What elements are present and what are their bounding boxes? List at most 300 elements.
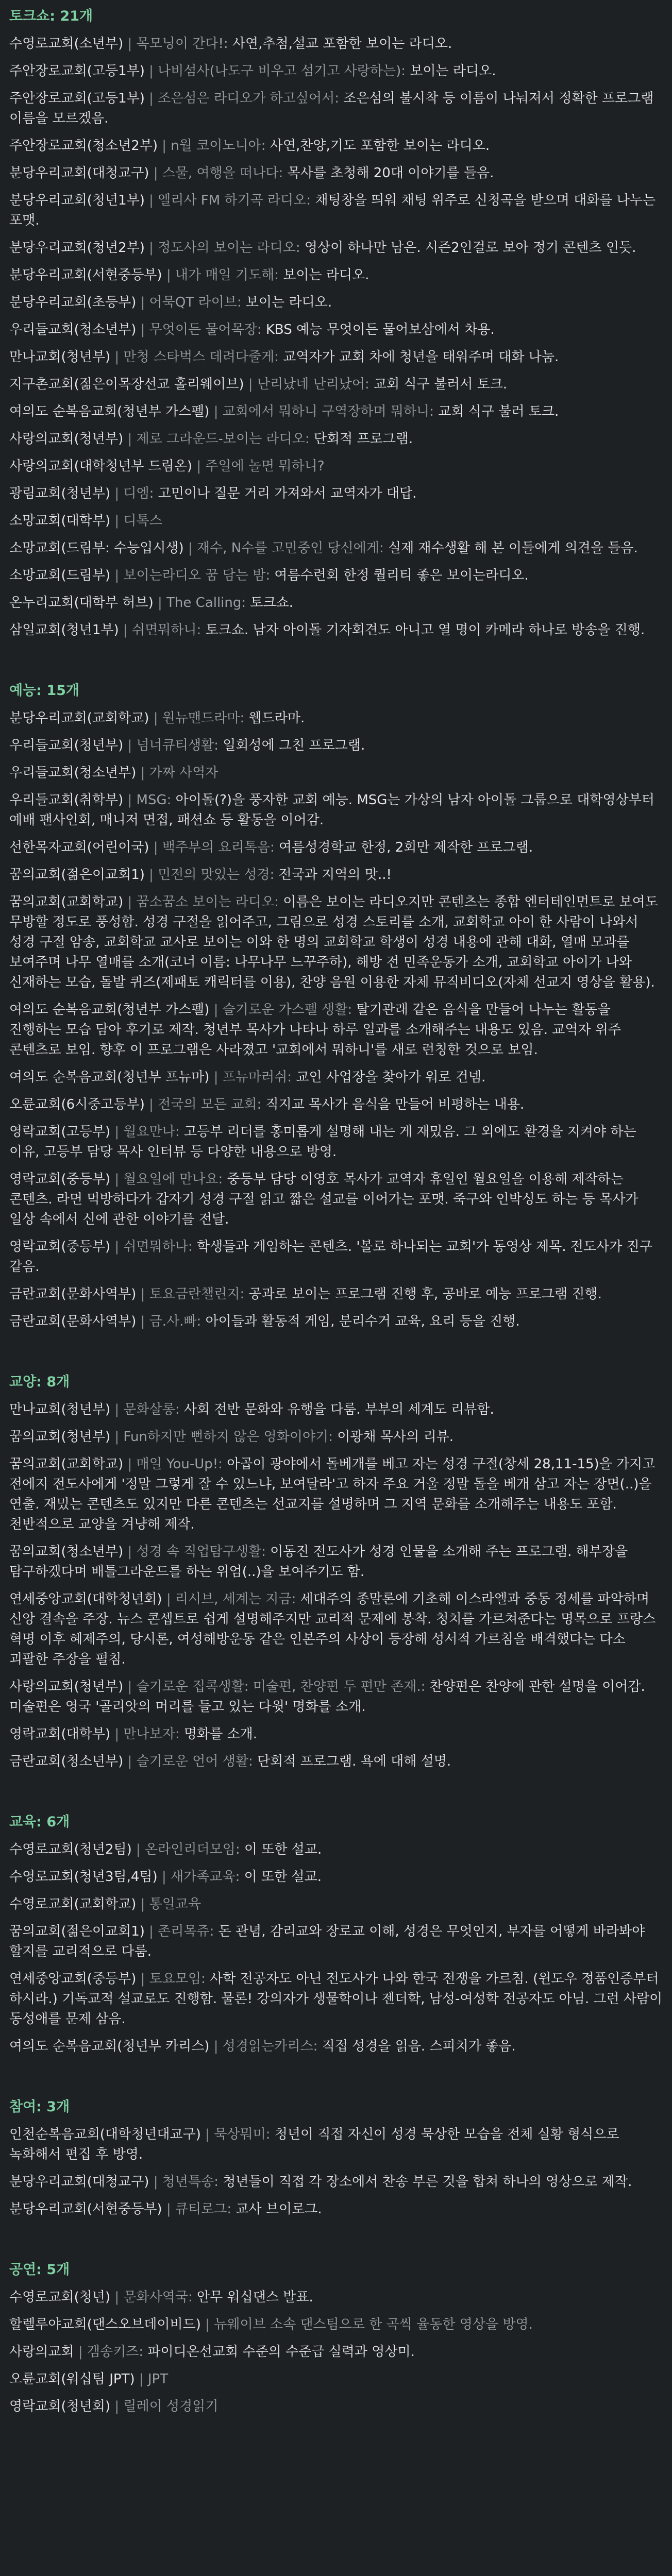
church-name: 금란교회(청소년부)	[9, 1754, 124, 1769]
program-entry	[9, 892, 663, 993]
program-description: 사연,추첨,설교 포함한 보이는 라디오.	[232, 36, 452, 52]
program-name: 가짜 사역자	[149, 765, 219, 781]
separator: |	[110, 568, 124, 583]
church-name: 여의도 순복음교회(청년부 프뉴마)	[9, 1070, 210, 1085]
separator: |	[144, 867, 158, 883]
program-description: 공과로 보이는 프로그램 진행 후, 공바로 예능 프로그램 진행.	[248, 1286, 602, 1302]
church-name: 소망교회(드림부: 수능입시생)	[9, 540, 184, 556]
church-name: 사랑의교회	[9, 2344, 74, 2360]
program-name: 문화살롱	[123, 1402, 175, 1417]
program-entry	[9, 838, 663, 858]
separator: |	[183, 540, 197, 556]
colon: :	[257, 322, 266, 337]
program-name: 금.사.빠	[149, 1314, 197, 1329]
program-name: 큐티로그	[175, 2201, 227, 2217]
program-name: 쉬면뭐하니	[131, 622, 197, 638]
colon: :	[223, 36, 232, 52]
church-name: 영락교회(중등부)	[9, 1172, 111, 1187]
program-name: 어묵QT 라이브	[149, 295, 237, 310]
program-entry	[9, 1427, 663, 1447]
program-entry	[9, 1237, 663, 1277]
program-entry	[9, 1922, 663, 1962]
program-entry	[9, 402, 663, 422]
category-title: 공연: 5개	[9, 2262, 70, 2278]
program-entry	[9, 566, 663, 586]
colon: :	[328, 1429, 338, 1445]
program-entry	[9, 593, 663, 613]
program-description: 교사 브이로그.	[236, 2201, 322, 2217]
program-name: 내가 매일 기도해	[175, 267, 275, 283]
program-entry	[9, 1312, 663, 1332]
colon: :	[139, 2344, 148, 2360]
program-description: 중등부 담당 이영호 목사가 교역자 휴일인 월요일을 이용해 제작하는 콘텐츠. 라면 먹방하다가 갑자기 성경 구절 읽고 짧은 설교를 이어가는 포맷. 죽구와 인박싱도 하는 등 목사가 일상 속에서 신에 관한 이야기를 전달.	[9, 1172, 639, 1227]
church-name: 연세중앙교회(중등부)	[9, 1971, 137, 1987]
program-entry	[9, 61, 663, 81]
separator: |	[123, 36, 137, 52]
program-name: 꿈소꿈소 보이는 라디오	[136, 894, 275, 910]
colon: :	[295, 240, 305, 256]
program-entry	[9, 456, 663, 477]
church-name: 오륜교회(6시중고등부)	[9, 1097, 145, 1112]
church-name: 우리들교회(청소년부)	[9, 765, 137, 781]
colon: :	[166, 792, 176, 808]
category-section	[9, 2097, 663, 2219]
colon: :	[347, 1002, 357, 1018]
church-name: 지구촌교회(젊은이목장선교 홀리웨이브)	[9, 377, 244, 392]
program-name: 뉴웨이브 소속 댄스팀으로 한 곡씩 율동한 영상을 방영.	[214, 2317, 533, 2332]
program-name: 토요모임	[149, 1971, 201, 1987]
church-name: 주안장로교회(청소년2부)	[9, 138, 158, 154]
colon: :	[214, 2174, 223, 2190]
program-description: 목사를 초청해 20대 이야기를 들음.	[287, 165, 494, 181]
program-description: 영상이 하나만 남은. 시즌2인걸로 보아 정기 콘텐츠 인듯.	[304, 240, 636, 256]
program-description: 이 또한 설교.	[244, 1869, 322, 1885]
separator: |	[149, 165, 162, 181]
program-name: The Calling	[166, 595, 242, 611]
program-name: 갬송키즈	[87, 2344, 139, 2360]
program-entry	[9, 1752, 663, 1772]
program-name: 쉬면뭐하나	[123, 1239, 188, 1255]
church-name: 여의도 순복음교회(청년부 카리스)	[9, 2039, 210, 2054]
program-description: 토크쇼.	[250, 595, 294, 611]
program-entry	[9, 2342, 663, 2362]
colon: :	[175, 1402, 184, 1417]
separator: |	[136, 1971, 149, 1987]
program-entry	[9, 163, 663, 183]
program-description: 안무 워십댄스 발표.	[197, 2290, 313, 2305]
program-description: 이 또한 설교.	[244, 1842, 322, 1857]
separator: |	[149, 2174, 162, 2190]
separator: |	[74, 2344, 87, 2360]
church-name: 꿈의교회(교회학교)	[9, 894, 124, 910]
program-name: 조은섬은 라디오가 하고싶어서	[158, 91, 335, 106]
program-name: n월 코이노니아	[171, 138, 261, 154]
church-name: 여의도 순복음교회(청년부 가스펠)	[9, 404, 210, 419]
colon: :	[270, 867, 279, 883]
program-name: MSG	[136, 792, 167, 808]
colon: :	[257, 1097, 266, 1112]
program-entry	[9, 34, 663, 54]
program-name: 넘너큐티생활	[136, 738, 214, 753]
program-description: 직접 성경을 읽음. 스피치가 좋음.	[322, 2039, 516, 2054]
program-entry	[9, 708, 663, 728]
program-description: 아이돌(?)을 풍자한 교회 예능. MSG는 가상의 남자 아이돌 그룹으로 대학영상부터 예배 팬사인회, 매니저 면접, 패션쇼 등 활동을 이어감.	[9, 792, 654, 828]
program-description: 직지교 목사가 음식을 만들어 비평하는 내용.	[265, 1097, 525, 1112]
church-name: 주안장로교회(고등1부)	[9, 63, 145, 79]
separator: |	[110, 513, 124, 529]
colon: :	[261, 138, 270, 154]
category-section	[9, 1812, 663, 2057]
separator: |	[244, 377, 257, 392]
program-description: 사연,찬양,기도 포함한 보이는 라디오.	[270, 138, 490, 154]
program-description: 교인 사업장을 찾아가 워로 건넴.	[296, 1070, 486, 1085]
separator: |	[144, 1097, 158, 1112]
church-name: 인천순복음교회(대학청년대교구)	[9, 2127, 201, 2142]
program-description: 명화를 소개.	[183, 1726, 258, 1742]
program-entry	[9, 1677, 663, 1717]
colon: :	[248, 1754, 258, 1769]
program-name: 난리났네 난리났어	[257, 377, 365, 392]
church-name: 분당우리교회(초등부)	[9, 295, 137, 310]
program-name: 문화사역국	[123, 2290, 188, 2305]
colon: :	[270, 840, 279, 855]
separator: |	[123, 738, 137, 753]
program-name: 온라인리더모임	[145, 1842, 236, 1857]
church-name: 사랑의교회(청년부)	[9, 431, 124, 447]
colon: :	[214, 738, 223, 753]
colon: :	[274, 267, 283, 283]
category-section	[9, 681, 663, 1332]
church-name: 분당우리교회(서현중등부)	[9, 267, 162, 283]
separator: |	[209, 404, 223, 419]
separator: |	[110, 1239, 124, 1255]
program-name: 존리목쥬	[158, 1924, 210, 1939]
program-entry	[9, 1122, 663, 1162]
colon: :	[227, 2201, 236, 2217]
program-entry	[9, 1867, 663, 1887]
church-name: 수영로교회(청년3팀,4팀)	[9, 1869, 158, 1885]
program-entry	[9, 1170, 663, 1230]
colon: :	[291, 1591, 300, 1607]
program-name: 리시브, 세계는 지금	[175, 1591, 292, 1607]
program-name: 전국의 모든 교회	[158, 1097, 257, 1112]
separator: |	[144, 240, 158, 256]
program-description: 일회성에 그친 프로그램.	[223, 738, 365, 753]
program-entry	[9, 1284, 663, 1304]
separator: |	[131, 1842, 145, 1857]
program-name: 슬기로운 가스펠 생활	[222, 1002, 348, 1018]
category-title: 토크쇼: 21개	[9, 8, 93, 24]
program-name: 묵상뭐미	[214, 2127, 266, 2142]
church-name: 분당우리교회(대청교구)	[9, 2174, 149, 2190]
program-entry	[9, 2315, 663, 2335]
colon: :	[241, 595, 250, 611]
separator: |	[123, 792, 137, 808]
colon: :	[237, 295, 246, 310]
program-description: 학생들과 게임하는 콘텐츠. '볼로 하나되는 교회'가 동영상 제목. 전도사가 진구 같음.	[9, 1239, 652, 1275]
program-entry	[9, 2037, 663, 2057]
church-name: 수영로교회(소년부)	[9, 36, 124, 52]
program-entry	[9, 1067, 663, 1088]
program-name: 새가족교육	[170, 1869, 236, 1885]
program-name: 민전의 맛있는 성경	[158, 867, 270, 883]
colon: :	[278, 165, 288, 181]
church-name: 꿈의교회(청소년부)	[9, 1544, 124, 1560]
colon: :	[261, 1544, 271, 1560]
colon: :	[175, 1124, 184, 1140]
church-name: 분당우리교회(대청교구)	[9, 165, 149, 181]
colon: :	[287, 1070, 296, 1085]
program-entry	[9, 2125, 663, 2165]
program-entry	[9, 1724, 663, 1744]
colon: :	[235, 1869, 244, 1885]
separator: |	[123, 431, 137, 447]
program-description: 교회 식구 불러서 토크.	[374, 377, 508, 392]
colon: :	[379, 540, 388, 556]
program-name: 슬기로운 집콕생활: 미술편, 찬양편 두 편만 존재.	[136, 1679, 421, 1694]
program-name: 토요금란챌린지	[149, 1286, 240, 1302]
program-name: 프뉴마러쉬	[222, 1070, 288, 1085]
program-description: 청년들이 직접 각 장소에서 찬송 부른 것을 합쳐 하나의 영상으로 제작.	[223, 2174, 632, 2190]
colon: :	[334, 91, 344, 106]
program-entry	[9, 2199, 663, 2219]
church-name: 만나교회(청년부)	[9, 349, 111, 365]
program-entry	[9, 191, 663, 231]
colon: :	[175, 1726, 184, 1742]
church-name: 선한목자교회(어린이국)	[9, 840, 149, 855]
program-description: 단회적 프로그램. 욕에 대해 설명.	[257, 1754, 451, 1769]
program-entry	[9, 320, 663, 340]
program-entry	[9, 1840, 663, 1860]
program-entry	[9, 136, 663, 156]
category-section	[9, 6, 663, 640]
program-description: 교역자가 교회 차에 청년을 태워주며 대화 나눔.	[283, 349, 559, 365]
separator: |	[162, 2201, 175, 2217]
church-name: 여의도 순복음교회(청년부 가스펠)	[9, 1002, 210, 1018]
program-name: 교회에서 뭐하니 구역장하며 뭐하니	[222, 404, 430, 419]
church-name: 온누리교회(대학부 허브)	[9, 595, 154, 611]
separator: |	[162, 267, 175, 283]
program-name: 무엇이든 물어목장	[149, 322, 257, 337]
program-entry	[9, 1400, 663, 1420]
church-name: 광림교회(청년부)	[9, 486, 111, 501]
program-description: 세대주의 종말론에 기초해 이스라엘과 중동 정세를 파악하며 신앙 결속을 주장. 뉴스 콘셉트로 쉽게 설명해주지만 교리적 문제에 봉착. 청치를 가르쳐준다는 명목으로 프랑스 혁명 이후 혜제주의, 당시론, 여성해방운동 같은 인본주의 사상이 등장해 성서적 가르침을 배격했다는 다소 괴팔한 주장을 펼침.	[9, 1591, 656, 1667]
program-description: 전국과 지역의 맛..!	[278, 867, 392, 883]
program-entry	[9, 790, 663, 831]
separator: |	[110, 2290, 124, 2305]
separator: |	[144, 1924, 158, 1939]
program-name: 스물, 여행을 떠나다	[162, 165, 279, 181]
separator: |	[123, 1754, 137, 1769]
separator: |	[144, 91, 158, 106]
category-title: 예능: 15개	[9, 683, 80, 699]
program-description: 여름성경학교 한정, 2회만 제작한 프로그램.	[278, 840, 533, 855]
colon: :	[429, 404, 439, 419]
separator: |	[200, 2317, 214, 2332]
program-name: 디톡스	[123, 513, 162, 529]
program-name: 매일 You-Up!	[136, 1456, 219, 1472]
separator: |	[110, 1124, 124, 1140]
program-entry	[9, 763, 663, 783]
program-description: 보이는 라디오.	[410, 63, 496, 79]
program-entry	[9, 736, 663, 756]
category-title: 교양: 8개	[9, 1374, 70, 1390]
program-entry	[9, 1000, 663, 1060]
church-name: 분당우리교회(청년1부)	[9, 193, 145, 208]
church-name: 영락교회(청년회)	[9, 2399, 111, 2414]
colon: :	[188, 1239, 197, 1255]
separator: |	[110, 2399, 124, 2414]
separator: |	[135, 2371, 148, 2387]
program-description: 고등부 리더를 홍미롭게 설명해 내는 게 재밌음. 그 외에도 환경을 지켜야 하는 이유, 고등부 담당 목사 인터뷰 등 다양한 내용으로 방영.	[9, 1124, 636, 1160]
program-description: 채팅창을 띄워 채팅 위주로 신청곡을 받으며 대화를 나누는 포맷.	[9, 193, 656, 228]
program-description: 보이는 라디오.	[283, 267, 369, 283]
church-name: 분당우리교회(서현중등부)	[9, 2201, 162, 2217]
colon: :	[274, 349, 283, 365]
program-entry	[9, 1095, 663, 1115]
program-description: 토크쇼. 남자 아이돌 기자회견도 아니고 열 명이 카메라 하나로 방송을 진행.	[205, 622, 645, 638]
program-description: 단회적 프로그램.	[313, 431, 413, 447]
church-name: 수영로교회(청년2팀)	[9, 1842, 132, 1857]
program-name: 만청 스타벅스 데려다줄게	[123, 349, 275, 365]
separator: |	[123, 1456, 137, 1472]
program-name: 원뉴맨드라마	[162, 710, 240, 726]
program-description: 돈 관념, 감리교와 장로교 이해, 성경은 무엇인지, 부자를 어떻게 바라봐야 할지를 교리적으로 다룸.	[9, 1924, 645, 1959]
program-entry	[9, 1454, 663, 1535]
program-entry	[9, 538, 663, 558]
program-description: 파이디온선교회 수준의 수준급 실력과 영상미.	[147, 2344, 415, 2360]
program-entry	[9, 1542, 663, 1582]
program-name: 디엠	[123, 486, 149, 501]
program-entry	[9, 620, 663, 640]
program-entry	[9, 89, 663, 129]
program-description: 고민이나 질문 거리 가져와서 교역자가 대답.	[158, 486, 417, 501]
program-entry	[9, 1894, 663, 1914]
separator: |	[136, 1286, 149, 1302]
church-name: 영락교회(대학부)	[9, 1726, 111, 1742]
separator: |	[162, 1591, 175, 1607]
church-name: 금란교회(문화사역부)	[9, 1314, 137, 1329]
program-description: 여름수련회 한정 퀄리티 좋은 보이는라디오.	[274, 568, 529, 583]
program-description: 아이들과 활동적 게임, 분리수거 교육, 요리 등을 진행.	[205, 1314, 520, 1329]
colon: :	[274, 894, 283, 910]
category-section	[9, 2260, 663, 2417]
program-description: 이동진 전도사가 성경 인물을 소개해 주는 프로그램. 해부장을 탐구하겠다며 배틀그라운드를 하는 위엄(..)을 보여주기도 함.	[9, 1544, 628, 1580]
program-description: 사학 전공자도 아닌 전도사가 나와 한국 전쟁을 가르침. (윈도우 정품인증부터 하시라.) 기독교적 설교로도 진행함. 물론! 강의자가 생물학이나 젠더학, 남성-여성학 전공자도 아님. 그런 사람이 동성애를 문제 삼음.	[9, 1971, 663, 2027]
separator: |	[136, 295, 149, 310]
program-name: 월요만나	[123, 1124, 175, 1140]
program-name: JPT	[147, 2371, 169, 2387]
program-entry	[9, 2369, 663, 2389]
colon: :	[240, 710, 249, 726]
program-name: 성경읽는카리스	[222, 2039, 313, 2054]
program-entry	[9, 2397, 663, 2417]
separator: |	[157, 1869, 171, 1885]
church-name: 연세중앙교회(대학청년회)	[9, 1591, 162, 1607]
colon: :	[188, 2290, 197, 2305]
separator: |	[136, 765, 149, 781]
program-description: 실제 재수생활 해 본 이들에게 의견을 들음.	[388, 540, 638, 556]
program-entry	[9, 347, 663, 367]
church-name: 사랑의교회(대학청년부 드림온)	[9, 459, 193, 474]
colon: :	[265, 568, 275, 583]
separator: |	[149, 840, 162, 855]
colon: :	[421, 1679, 430, 1694]
program-name: 나비섬사(나도구 비우고 섬기고 사랑하는)	[158, 63, 401, 79]
church-name: 소망교회(드림부)	[9, 568, 111, 583]
separator: |	[144, 193, 158, 208]
church-name: 주안장로교회(고등1부)	[9, 91, 145, 106]
program-entry	[9, 2287, 663, 2308]
colon: :	[209, 1924, 219, 1939]
separator: |	[200, 2127, 214, 2142]
separator: |	[158, 138, 171, 154]
church-name: 꿈의교회(젊은이교회1)	[9, 867, 145, 883]
program-description: 사회 전반 문화와 유행을 다룸. 부부의 세계도 리뷰함.	[183, 1402, 494, 1417]
church-name: 수영로교회(청년)	[9, 2290, 111, 2305]
separator: |	[144, 63, 158, 79]
colon: :	[265, 2127, 275, 2142]
church-name: 분당우리교회(청년2부)	[9, 240, 145, 256]
program-name: 제로 그라운드-보이는 라디오	[136, 431, 305, 447]
program-entry	[9, 265, 663, 285]
program-name: 백주부의 요리톡음	[162, 840, 270, 855]
colon: :	[196, 1314, 206, 1329]
colon: :	[218, 1172, 227, 1187]
church-name: 우리들교회(취학부)	[9, 792, 124, 808]
separator: |	[209, 1070, 223, 1085]
colon: :	[401, 63, 410, 79]
separator: |	[136, 1314, 149, 1329]
program-name: Fun하지만 뻔하지 않은 영화이야기	[123, 1429, 329, 1445]
program-description: 청년이 직접 자신이 성경 묵상한 모습을 전체 실황 형식으로 녹화해서 편집 후 방영.	[9, 2127, 619, 2162]
church-name: 꿈의교회(교회학교)	[9, 1456, 124, 1472]
church-name: 할렐루야교회(댄스오브데이비드)	[9, 2317, 201, 2332]
colon: :	[218, 1456, 227, 1472]
church-name: 사랑의교회(청년부)	[9, 1679, 124, 1694]
category-title: 참여: 3개	[9, 2099, 70, 2115]
church-name: 금란교회(문화사역부)	[9, 1286, 137, 1302]
program-name: 정도사의 보이는 라디오	[158, 240, 296, 256]
program-entry	[9, 511, 663, 531]
church-name: 삼일교회(청년1부)	[9, 622, 119, 638]
separator: |	[110, 486, 124, 501]
separator: |	[110, 1172, 124, 1187]
church-name: 우리들교회(청소년부)	[9, 322, 137, 337]
separator: |	[123, 894, 137, 910]
church-name: 우리들교회(청년부)	[9, 738, 124, 753]
program-name: 재수, N수를 고민중인 당신에게	[197, 540, 379, 556]
separator: |	[136, 1896, 149, 1912]
colon: :	[240, 1286, 249, 1302]
program-name: 청년특송	[162, 2174, 214, 2190]
separator: |	[123, 1544, 137, 1560]
program-entry	[9, 429, 663, 449]
program-name: 목모닝이 간다!	[136, 36, 224, 52]
church-name: 영락교회(고등부)	[9, 1124, 111, 1140]
program-name: 만나보자	[123, 1726, 175, 1742]
program-entry	[9, 1589, 663, 1670]
separator: |	[136, 322, 149, 337]
program-description: 이광채 목사의 리뷰.	[337, 1429, 453, 1445]
church-name: 분당우리교회(교회학교)	[9, 710, 149, 726]
church-name: 수영로교회(교회학교)	[9, 1896, 137, 1912]
colon: :	[365, 377, 374, 392]
separator: |	[110, 1402, 124, 1417]
separator: |	[110, 1429, 124, 1445]
separator: |	[123, 1679, 137, 1694]
program-entry	[9, 293, 663, 313]
